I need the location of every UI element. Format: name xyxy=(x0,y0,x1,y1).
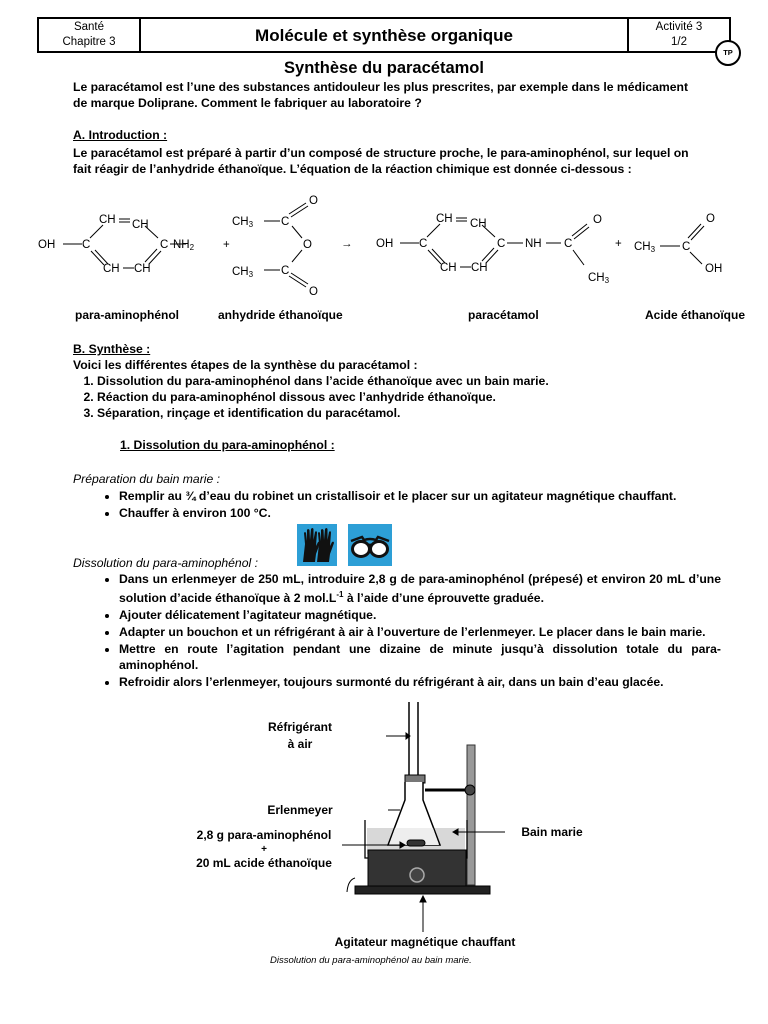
ch-label: CH xyxy=(471,262,488,274)
header-activity xyxy=(629,19,729,51)
header-activity-line2: 1/2 xyxy=(671,36,687,48)
oh-label: OH xyxy=(376,238,394,250)
list-item: • Mettre en route l’agitation pendant une dizaine de minute jusqu’à dissolution totale du para-aminophénol. xyxy=(119,641,721,673)
c-label: C xyxy=(281,216,290,228)
nh2-label: NH2 xyxy=(173,239,195,252)
dissolution-list xyxy=(93,571,721,691)
o-label: O xyxy=(309,286,318,298)
list-item: • Ajouter délicatement l’agitateur magnétique. xyxy=(119,607,721,623)
c-label: C xyxy=(160,239,169,251)
label-contents: 2,8 g para-aminophénol + 20 mL acide éthanoïque xyxy=(196,828,332,870)
synthesis-steps xyxy=(73,373,549,421)
o-label: O xyxy=(706,213,715,225)
header-subject xyxy=(39,19,141,51)
ch3-label: CH3 xyxy=(232,216,254,229)
list-item: • Dans un erlenmeyer de 250 mL, introduire 2,8 g de para-aminophénol (prépesé) et environ 20 mL d’une solution d’acide éthanoïque à 2 $mol.L^{-1}$ à l’aide d’une éprouvette graduée. xyxy=(119,571,721,606)
o-label: O xyxy=(593,214,602,226)
list-item: • Refroidir alors l’erlenmeyer, toujours surmonté du réfrigérant à air, dans un bain d’eau glacée. xyxy=(119,674,721,690)
list-item: • Chauffer à environ 100 °C. xyxy=(119,505,721,521)
list-item: • Remplir au ¾ d’eau du robinet un cristallisoir et le placer sur un agitateur magnétique chauffant. xyxy=(119,488,721,504)
ch-label: CH xyxy=(103,263,120,275)
sub-heading-dissolution: 1. Dissolution du para-aminophénol : xyxy=(120,438,335,452)
plus-sign: + xyxy=(615,238,622,250)
header-subject-line1: Santé xyxy=(73,21,105,33)
reaction-equation xyxy=(0,188,768,303)
section-a-text: Le paracétamol est préparé à partir d’un composé de structure proche, le para-aminophénol, sur lequel on fait réagir de l’anhydride éthanoïque. L’équation de la réaction chimique est donnée ci-dessous : xyxy=(73,146,689,176)
ch3-label: CH3 xyxy=(232,266,254,279)
plus-sign: + xyxy=(223,239,230,251)
o-label: O xyxy=(309,195,318,207)
oh-label: OH xyxy=(38,239,56,251)
ch-label: CH xyxy=(470,218,487,230)
section-a-heading: A. Introduction : xyxy=(73,128,168,142)
caption-paracetamol: paracétamol xyxy=(468,308,539,322)
reaction-labels xyxy=(38,195,722,298)
step-item: 3. Séparation, rinçage et identification du paracétamol. xyxy=(97,405,549,421)
section-b-intro: Voici les différentes étapes de la synthèse du paracétamol : xyxy=(73,358,418,372)
page-title: Synthèse du paracétamol xyxy=(284,59,484,77)
ch3-label: CH3 xyxy=(634,241,656,254)
ch-label: CH xyxy=(440,262,457,274)
goggles-icon xyxy=(348,524,392,566)
bain-marie-label: Préparation du bain marie : xyxy=(73,472,221,486)
ch3-label: CH3 xyxy=(588,272,610,285)
ch-label: CH xyxy=(436,213,453,225)
header-box xyxy=(37,17,731,53)
header-activity-line1: Activité 3 xyxy=(655,21,703,33)
ch-label: CH xyxy=(134,263,151,275)
c-label: C xyxy=(281,265,290,277)
c-label: C xyxy=(497,238,506,250)
c-label: C xyxy=(682,241,691,253)
label-agitateur: Agitateur magnétique chauffant xyxy=(334,935,516,949)
apparatus-figure xyxy=(340,698,510,943)
caption-acide-ethanoique: Acide éthanoïque xyxy=(645,308,746,322)
label-bain-marie: Bain marie xyxy=(521,825,583,839)
step-item: 2. Réaction du para-aminophénol dissous avec l’anhydride éthanoïque. xyxy=(97,389,549,405)
gloves-icon xyxy=(297,524,337,566)
list-item: • Adapter un bouchon et un réfrigérant à air à l’ouverture de l’erlenmeyer. Le placer dans le bain marie. xyxy=(119,624,721,640)
caption-para-aminophenol: para-aminophénol xyxy=(75,308,180,322)
label-erlenmeyer: Erlenmeyer xyxy=(267,803,333,817)
c-label: C xyxy=(564,238,573,250)
dissolution-label: Dissolution du para-aminophénol : xyxy=(73,556,258,570)
label-refrigerant: Réfrigérant à air xyxy=(267,720,332,751)
section-b-heading: B. Synthèse : xyxy=(73,342,151,356)
step-item: 1. Dissolution du para-aminophénol dans l’acide éthanoïque avec un bain marie. xyxy=(97,373,549,389)
c-label: C xyxy=(419,238,428,250)
header-title: Molécule et synthèse organique xyxy=(141,19,629,51)
intro-paragraph: Le paracétamol est l’une des substances antidouleur les plus prescrites, par exemple dans le médicament de marque Doliprane. Comment le fabriquer au laboratoire ? xyxy=(73,80,689,110)
c-label: C xyxy=(82,239,91,251)
reaction-arrow: → xyxy=(341,238,353,250)
ch-label: CH xyxy=(99,214,116,226)
nh-label: NH xyxy=(525,238,542,250)
oh-label: OH xyxy=(705,263,723,275)
ch-label: CH xyxy=(132,219,149,231)
o-label: O xyxy=(303,239,312,251)
tp-badge: TP xyxy=(715,40,741,66)
header-subject-line2: Chapitre 3 xyxy=(62,36,116,48)
caption-anhydride: anhydride éthanoïque xyxy=(218,308,343,322)
figure-caption: Dissolution du para-aminophénol au bain marie. xyxy=(270,955,472,966)
bain-marie-list xyxy=(93,488,721,522)
